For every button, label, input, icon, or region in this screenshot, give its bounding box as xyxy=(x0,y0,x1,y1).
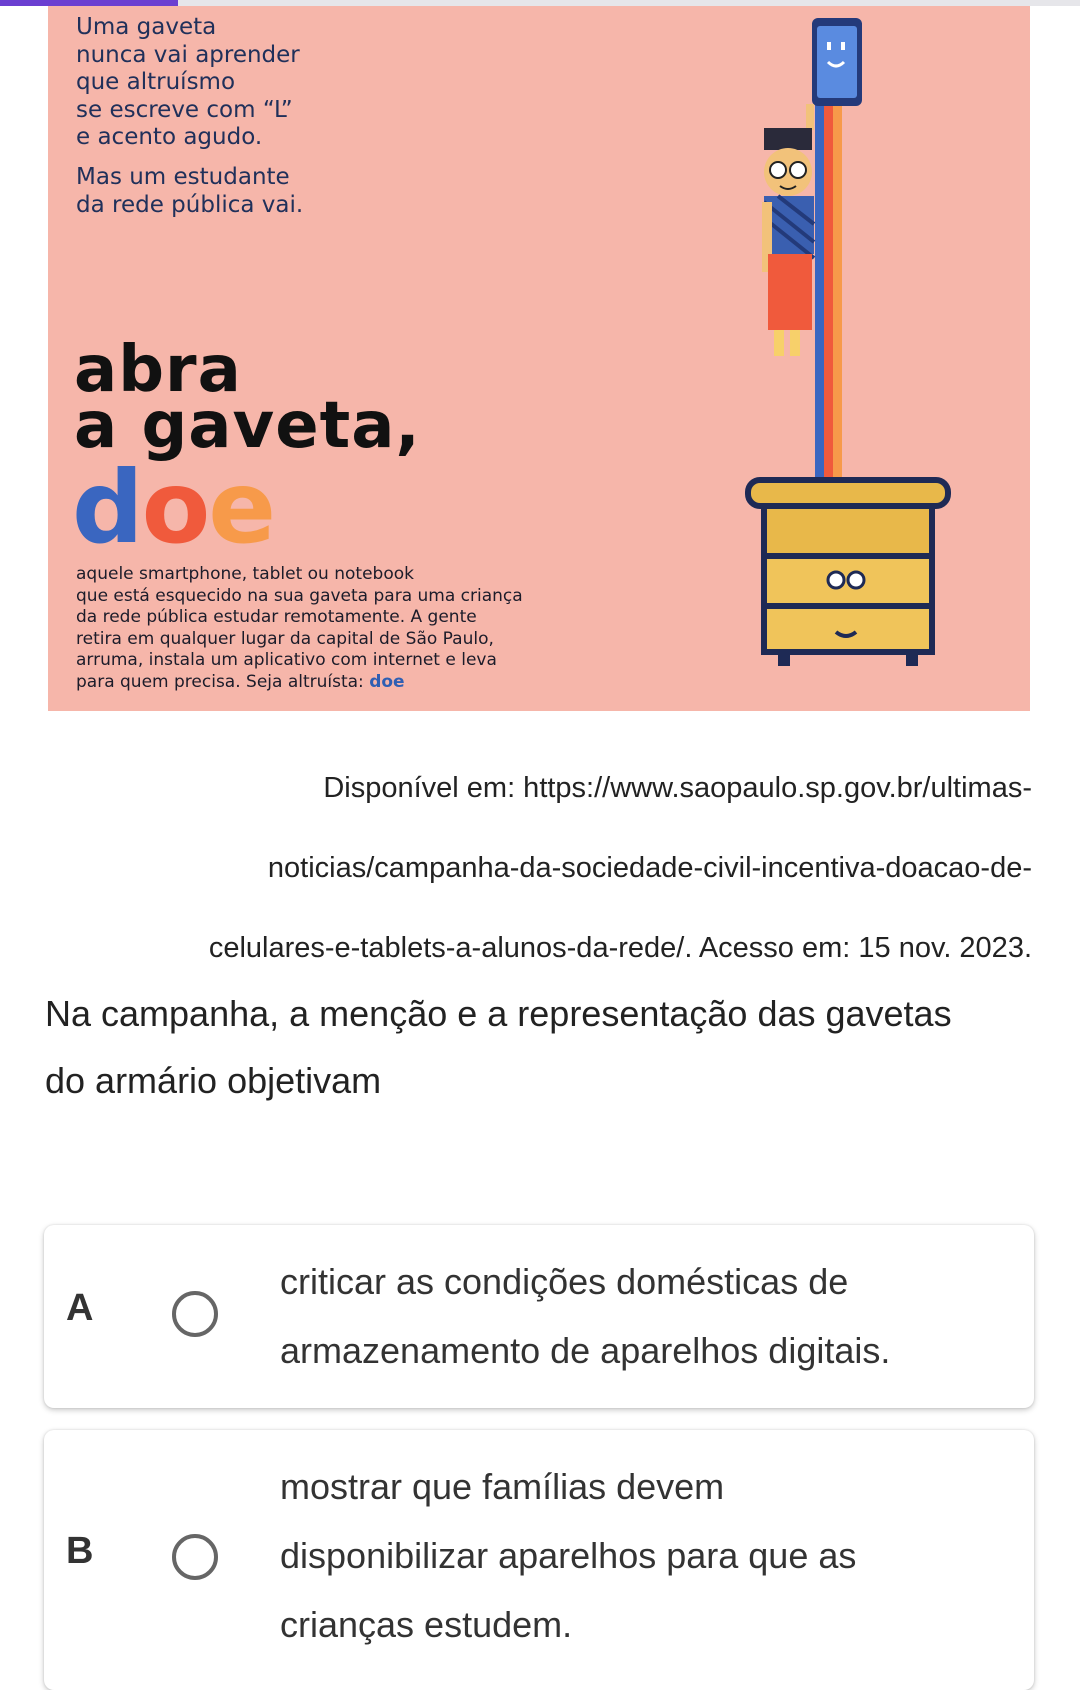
drawer-cabinet-illustration xyxy=(748,480,948,666)
poster-big-title: abra a gaveta, xyxy=(74,333,421,463)
option-text: criticar as condições domésticas de armazenamento de aparelhos digitais. xyxy=(280,1261,891,1371)
poster-body-doe: doe xyxy=(369,671,405,692)
radio-button-icon[interactable] xyxy=(172,1291,218,1337)
campaign-poster xyxy=(48,6,1030,711)
source-citation: Disponível em: https://www.saopaulo.sp.gov.br/ultimas- noticias/campanha-da-sociedade-civil-incentiva-doacao-de- celulares-e-tablets-a-alunos-da-rede/. Acesso em: 15 nov. 2023. xyxy=(208,772,1032,964)
doe-logo xyxy=(72,464,402,554)
option-letter: B xyxy=(66,1530,94,1572)
illustration xyxy=(728,6,988,711)
radio-button-icon[interactable] xyxy=(172,1534,218,1580)
answer-option-b[interactable] xyxy=(44,1430,1034,1690)
option-letter: A xyxy=(66,1287,94,1329)
poster-body: aquele smartphone, tablet ou notebook que está esquecido na sua gaveta para uma criança da rede pública estudar remotamente. A gente retira em qualquer lugar da capital de São Paulo, arruma, instala um aplicativo com internet e leva para quem precisa. Seja altruísta: xyxy=(76,564,523,692)
question-text: Na campanha, a menção e a representação das gavetas do armário objetivam xyxy=(45,993,952,1101)
cable-red xyxy=(824,102,833,542)
svg-text:doe: doe xyxy=(72,464,275,554)
cable-blue xyxy=(815,102,824,542)
boy-illustration xyxy=(762,104,814,356)
option-text: mostrar que famílias devem disponibilizar aparelhos para que as crianças estudem. xyxy=(280,1466,857,1645)
poster-headline: Uma gaveta nunca vai aprender que altruísmo se escreve com “L” e acento agudo. xyxy=(76,14,300,150)
cable-orange xyxy=(833,102,842,542)
poster-subheadline: Mas um estudante da rede pública vai. xyxy=(76,164,304,218)
poster-body-text xyxy=(76,564,636,693)
answer-option-a[interactable] xyxy=(44,1225,1034,1408)
phone-icon xyxy=(812,18,862,106)
